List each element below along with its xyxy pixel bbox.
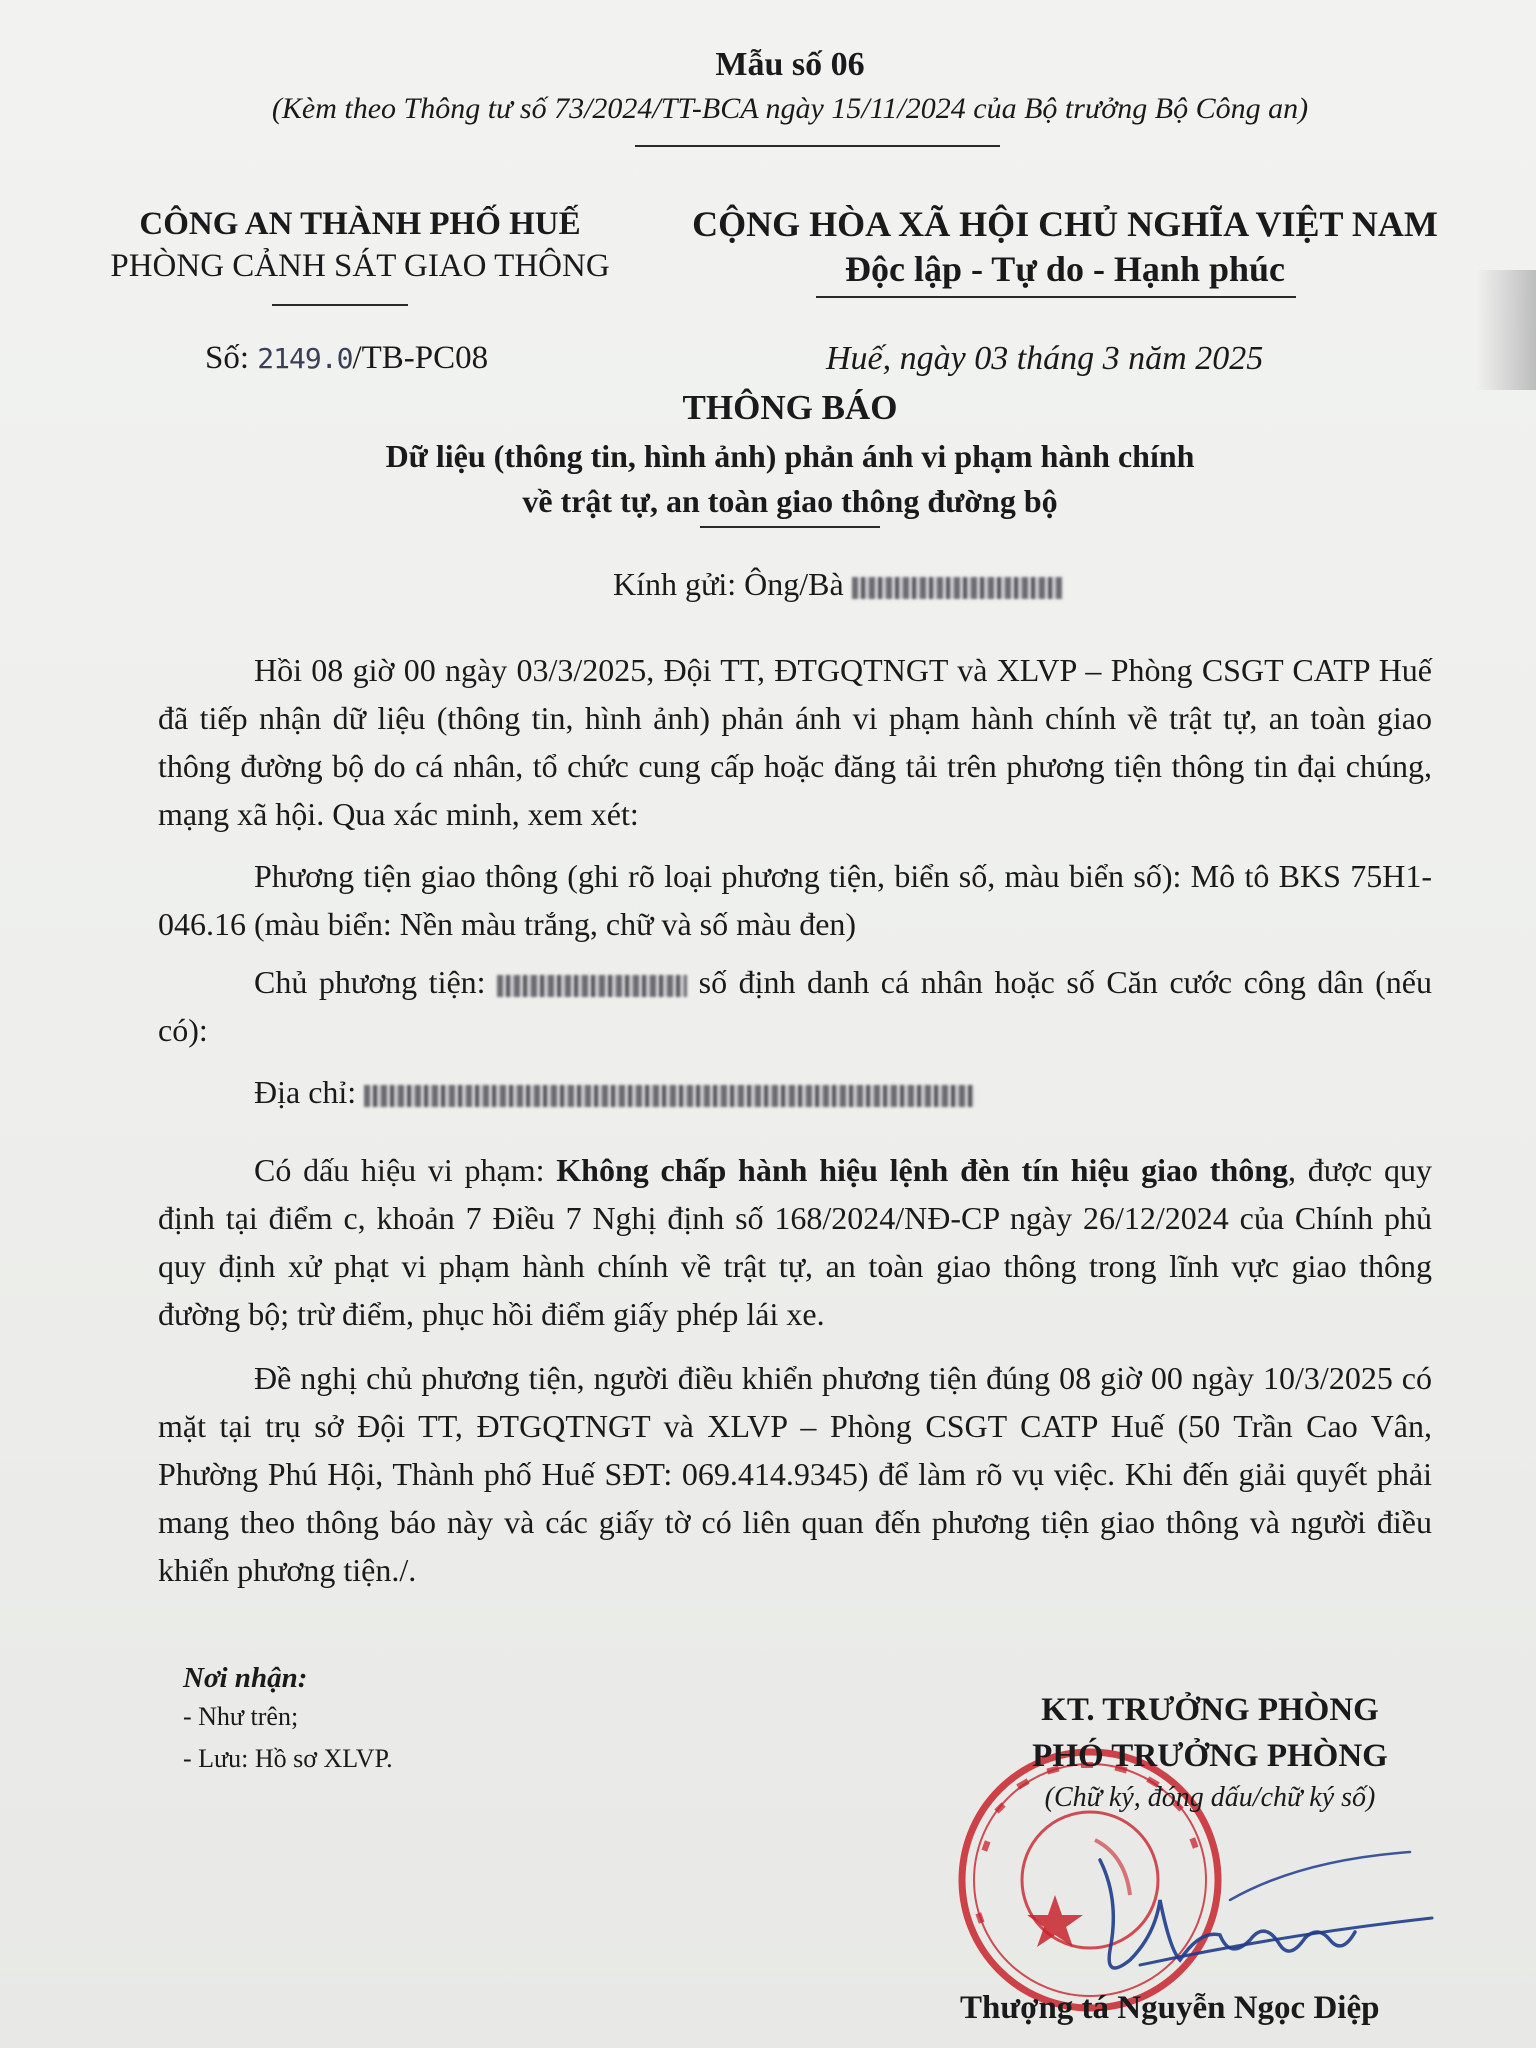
department-name: PHÒNG CẢNH SÁT GIAO THÔNG <box>110 248 610 284</box>
place-date: Huế, ngày 03 tháng 3 năm 2025 <box>826 340 1264 377</box>
page-edge-shadow <box>1476 270 1536 390</box>
form-number: Mẫu số 06 <box>715 46 865 83</box>
paragraph-violation: Có dấu hiệu vi phạm: Không chấp hành hiệu lệnh đèn tín hiệu giao thông, được quy định tại điểm c, khoản 7 Điều 7 Nghị định số 168/2024/NĐ-CP ngày 26/12/2024 của Chính phủ quy định xử phạt vi phạm hành chính về trật tự, an toàn giao thông trong lĩnh vực giao thông đường bộ; trừ điểm, phục hồi điểm giấy phép lái xe. <box>158 1152 1432 1332</box>
paragraph-vehicle: Phương tiện giao thông (ghi rõ loại phương tiện, biển số, màu biển số): Mô tô BKS 75H1-046.16 (màu biển: Nền màu trắng, chữ và số màu đen) <box>158 858 1432 942</box>
signer-name: Thượng tá Nguyễn Ngọc Diệp <box>960 1990 1380 2026</box>
document-title: THÔNG BÁO <box>682 388 898 427</box>
agency-name: CÔNG AN THÀNH PHỐ HUẾ <box>139 206 581 242</box>
paragraph-reception: Hồi 08 giờ 00 ngày 03/3/2025, Đội TT, ĐTGQTNGT và XLVP – Phòng CSGT CATP Huế đã tiếp nhận dữ liệu (thông tin, hình ảnh) phản ánh vi phạm hành chính về trật tự, an toàn giao thông đường bộ do cá nhân, tổ chức cung cấp hoặc đăng tải trên phương tiện thông tin đại chúng, mạng xã hội. Qua xác minh, xem xét: <box>158 652 1432 832</box>
signature-title-2: PHÓ TRƯỞNG PHÒNG <box>1032 1738 1388 1774</box>
body-request <box>158 1354 1432 1594</box>
motto-underline <box>816 296 1296 298</box>
receiver-item: - Lưu: Hồ sơ XLVP. <box>183 1744 393 1773</box>
body-owner <box>158 958 1432 1054</box>
body-violation <box>158 1146 1432 1338</box>
header-divider <box>635 145 1000 147</box>
document-number: Số: 2149.0/TB-PC08 <box>205 340 489 376</box>
body-address <box>158 1068 1432 1116</box>
receiver-item: - Như trên; <box>183 1702 299 1731</box>
redacted-recipient-name <box>852 577 1062 599</box>
paragraph-request: Đề nghị chủ phương tiện, người điều khiển phương tiện đúng 08 giờ 00 ngày 10/3/2025 có mặt tại trụ sở Đội TT, ĐTGQTNGT và XLVP – Phòng CSGT CATP Huế (50 Trần Cao Vân, Phường Phú Hội, Thành phố Huế SĐT: 069.414.9345) để làm rõ vụ việc. Khi đến giải quyết phải mang theo thông báo này và các giấy tờ có liên quan đến phương tiện giao thông và người điều khiển phương tiện./. <box>158 1360 1432 1588</box>
nation-motto: Độc lập - Tự do - Hạnh phúc <box>844 249 1286 289</box>
subject-underline <box>700 526 880 528</box>
circular-reference: (Kèm theo Thông tư số 73/2024/TT-BCA ngày 15/11/2024 của Bộ trưởng Bộ Công an) <box>271 92 1309 125</box>
redacted-owner-name <box>497 975 687 997</box>
subject-line-1: Dữ liệu (thông tin, hình ảnh) phản ánh vi phạm hành chính <box>385 438 1195 474</box>
paragraph-address: Địa chỉ: <box>158 1068 1432 1116</box>
body-text <box>158 646 1432 838</box>
handwritten-signature <box>1080 1840 1440 2000</box>
body-vehicle <box>158 852 1432 948</box>
nation-title: CỘNG HÒA XÃ HỘI CHỦ NGHĨA VIỆT NAM <box>692 204 1438 244</box>
recipient-line: Kính gửi: Ông/Bà <box>613 566 1062 603</box>
agency-underline <box>272 304 408 306</box>
paragraph-owner: Chủ phương tiện: số định danh cá nhân hoặc số Căn cước công dân (nếu có): <box>158 964 1433 1048</box>
redacted-address <box>364 1085 974 1107</box>
signature-note: (Chữ ký, đóng dấu/chữ ký số) <box>1044 1782 1376 1813</box>
subject-line-2: về trật tự, an toàn giao thông đường bộ <box>522 483 1058 519</box>
violation-description: Không chấp hành hiệu lệnh đèn tín hiệu giao thông <box>556 1152 1289 1188</box>
receivers-title: Nơi nhận: <box>183 1662 308 1694</box>
handwritten-number: 2149.0 <box>257 342 353 375</box>
signature-title-1: KT. TRƯỞNG PHÒNG <box>1041 1692 1379 1728</box>
